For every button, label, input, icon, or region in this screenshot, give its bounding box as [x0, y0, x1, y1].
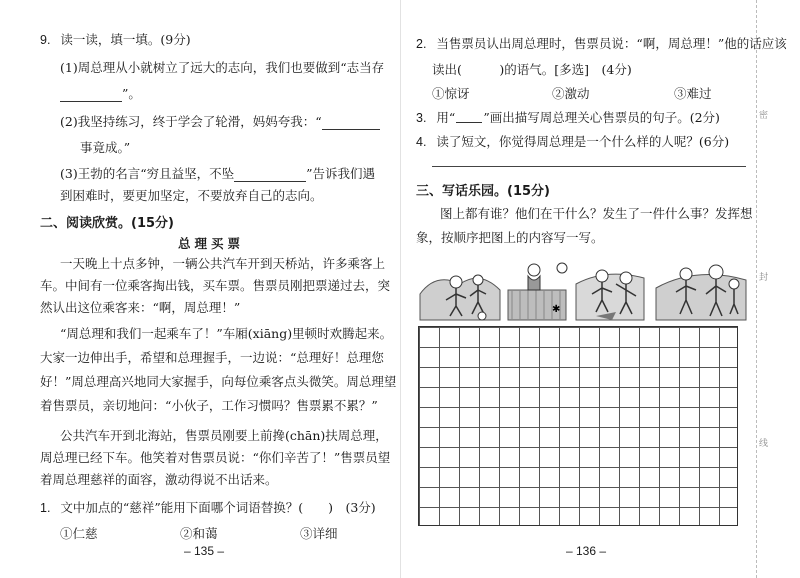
page-number-left: – 135 – [184, 544, 225, 558]
answer-blank-1[interactable] [60, 101, 122, 102]
passage-line: “周总理和我们一起乘车了！”车厢(xiāng)里顿时欢腾起来。 [60, 326, 393, 341]
q2-option-3[interactable]: ③难过 [674, 86, 712, 101]
panel-2-icon [508, 263, 567, 320]
q9-item1-line2: ”。 [60, 86, 141, 102]
passage-line: 然认出这位乘客来：“啊，周总理！” [40, 300, 241, 315]
answer-blank-2[interactable] [322, 129, 380, 130]
question-1: 1. 文中加点的“慈祥”能用下面哪个词语替换？( ) (3分) [40, 500, 376, 515]
passage-line: 大家一边伸出手，希望和总理握手，一边说：“总理好！总理您 [40, 350, 384, 365]
q2-option-1[interactable]: ①惊讶 [432, 86, 470, 101]
writing-grid[interactable] [418, 326, 738, 526]
passage-line: 一天晚上十点多钟，一辆公共汽车开到天桥站，许多乘客上 [60, 256, 386, 271]
q9-item1-line1: (1)周总理从小就树立了远大的志向，我们也要做到“志当存 [60, 60, 385, 75]
margin-label-bot: 线 [759, 439, 769, 449]
question-3: 3. 用“ ”画出描写周总理关心售票员的句子。(2分) [416, 110, 720, 125]
question-9: 9. 读一读，填一填。(9分) [40, 32, 191, 47]
passage-line: 好！”周总理高兴地同大家握手，向每位乘客点头微笑。周总理望 [40, 374, 397, 389]
underline-sample [456, 122, 482, 123]
margin-label-top: 密 [759, 111, 769, 121]
q2-option-2[interactable]: ②激动 [552, 86, 590, 101]
answer-blank-3[interactable] [234, 181, 306, 182]
page-number-right: – 136 – [566, 544, 607, 558]
story-illustration [416, 254, 756, 326]
panel-3-icon [576, 270, 644, 320]
q9-item3-line2: 到困难时，要更加坚定，不要放弃自己的志向。 [60, 188, 323, 203]
panel-1-icon [420, 275, 500, 320]
passage-line: 公共汽车开到北海站，售票员刚要上前搀(chān)扶周总理， [60, 428, 388, 443]
answer-line-q4[interactable] [432, 166, 746, 167]
q1-option-1[interactable]: ①仁慈 [60, 526, 98, 541]
q9-item3-line1: (3)王勃的名言“穷且益坚，不坠 ”告诉我们遇 [60, 166, 375, 181]
q9-item2-line1: (2)我坚持练习，终于学会了轮滑，妈妈夸我：“ [60, 114, 380, 130]
question-4: 4. 读了短文，你觉得周总理是一个什么样的人呢？(6分) [416, 134, 730, 149]
svg-text:✱: ✱ [552, 304, 561, 315]
passage-line: 着售票员，亲切地问：“小伙子，工作习惯吗？售票累不累？” [40, 398, 378, 413]
passage-line: 周总理已经下车。他笑着对售票员说：“你们辛苦了！”售票员望 [40, 450, 391, 465]
section-3-heading: 三、写话乐园。(15分) [416, 184, 550, 199]
panel-4-icon [656, 265, 746, 320]
q1-option-2[interactable]: ②和蔼 [180, 526, 218, 541]
section-2-heading: 二、阅读欣赏。(15分) [40, 216, 174, 231]
passage-line: 着周总理慈祥的面容，激动得说不出话来。 [40, 472, 278, 487]
margin-label-mid: 封 [759, 273, 769, 283]
writing-prompt-line: 图上都有谁？他们在干什么？发生了一件什么事？发挥想 [440, 206, 753, 221]
passage-line: 车。中间有一位乘客掏出钱，买车票。售票员刚把票递过去，突 [40, 278, 391, 293]
passage-title: 总理买票 [178, 236, 245, 251]
writing-prompt-line: 象，按顺序把图上的内容写一写。 [416, 230, 604, 245]
q2-line2: 读出( )的语气。[多选] (4分) [432, 62, 632, 77]
q1-option-3[interactable]: ③详细 [300, 526, 338, 541]
question-2: 2. 当售票员认出周总理时，售票员说：“啊，周总理！”他的话应该 [416, 36, 787, 51]
q9-item2-line2: 事竟成。” [80, 140, 131, 155]
